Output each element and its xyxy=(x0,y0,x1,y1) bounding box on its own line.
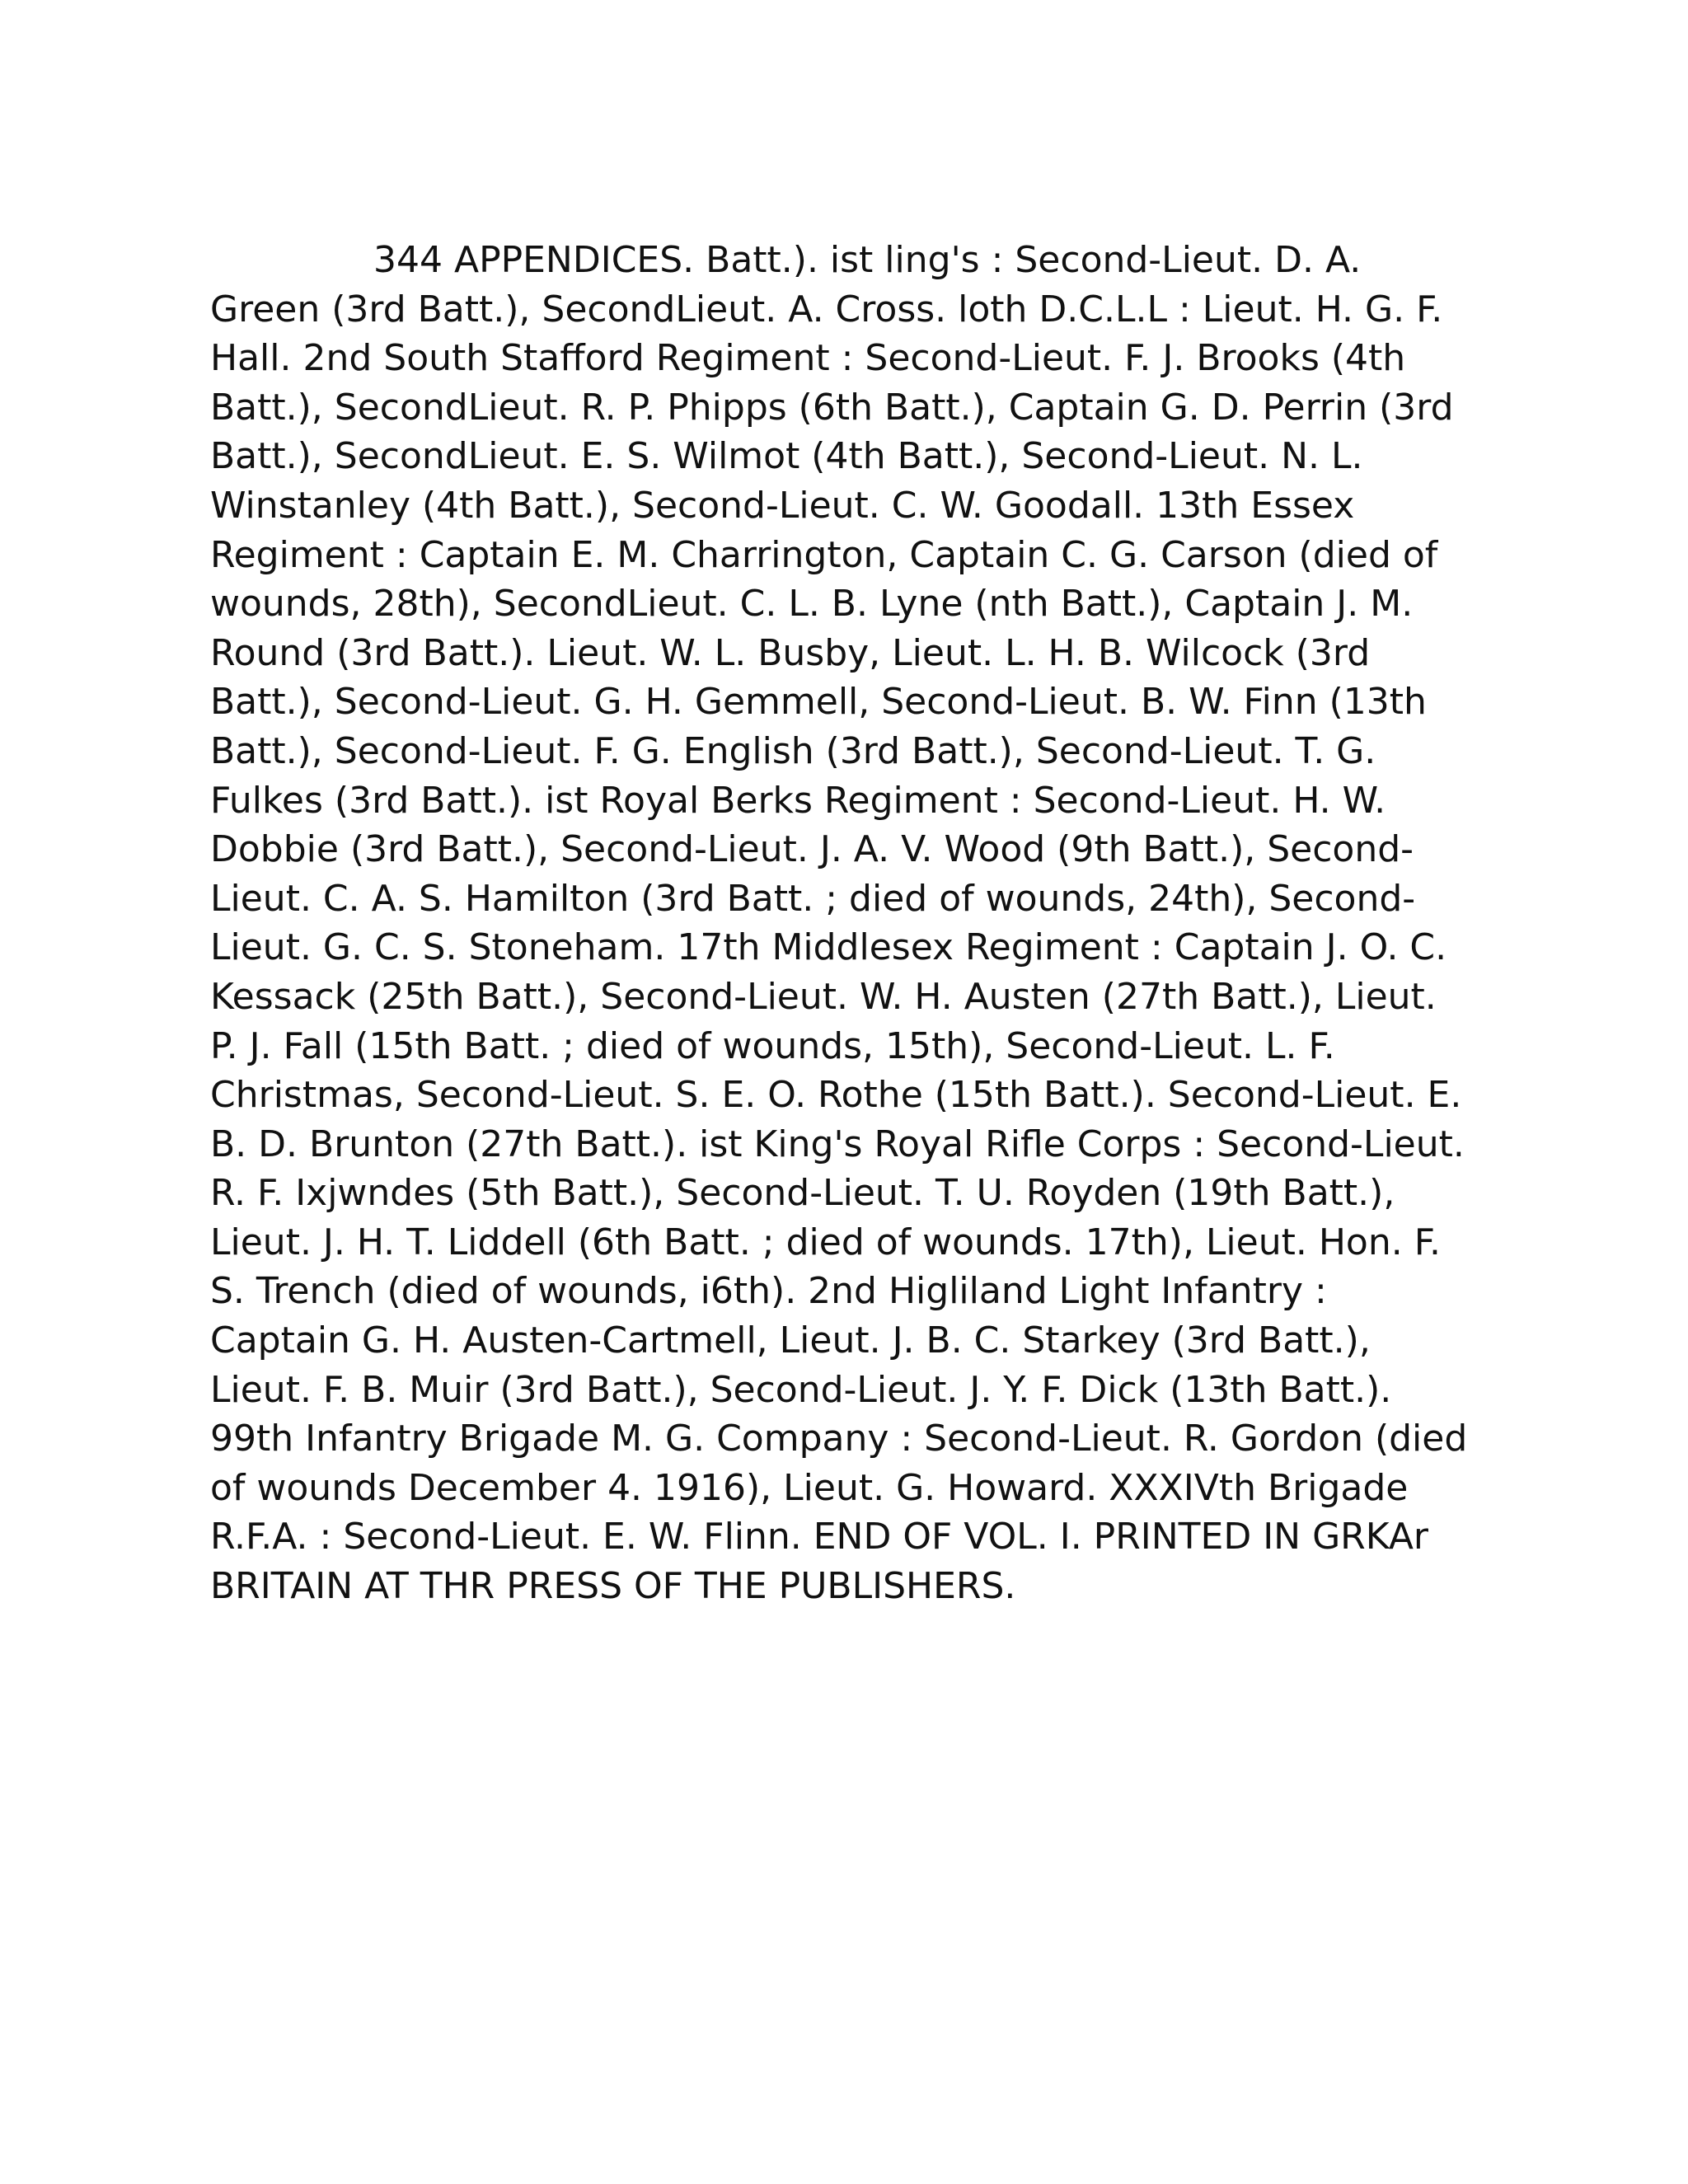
body-text: 344 APPENDICES. Batt.). ist ling's : Second-Lieut. D. A. Green (3rd Batt.), SecondLieut. A. Cross. loth D.C.L.L : Lieut. H. G. F. Hall. 2nd South Stafford Regiment : Second-Lieut. F. J. Brooks (4th Batt.), SecondLieut. R. P. Phipps (6th Batt.), Captain G. D. Perrin (3rd Batt.), SecondLieut. E. S. Wilmot (4th Batt.), Second-Lieut. N. L. Winstanley (4th Batt.), Second-Lieut. C. W. Goodall. 13th Essex Regiment : Captain E. M. Charrington, Captain C. G. Carson (died of wounds, 28th), SecondLieut. C. L. B. Lyne (nth Batt.), Captain J. M. Round (3rd Batt.). Lieut. W. L. Busby, Lieut. L. H. B. Wilcock (3rd Batt.), Second-Lieut. G. H. Gemmell, Second-Lieut. B. W. Finn (13th Batt.), Second-Lieut. F. G. English (3rd Batt.), Second-Lieut. T. G. Fulkes (3rd Batt.). ist Royal Berks Regiment : Second-Lieut. H. W. Dobbie (3rd Batt.), Second-Lieut. J. A. V. Wood (9th Batt.), Second-Lieut. C. A. S. Hamilton (3rd Batt. ; died of wounds, 24th), Second-Lieut. G. C. S. Stoneham. 17th Middlesex Regiment : Captain J. O. C. Kessack (25th Batt.), Second-Lieut. W. H. Austen (27th Batt.), Lieut. P. J. Fall (15th Batt. ; died of wounds, 15th), Second-Lieut. L. F. Christmas, Second-Lieut. S. E. O. Rothe (15th Batt.). Second-Lieut. E. B. D. Brunton (27th Batt.). ist King's Royal Rifle Corps : Second-Lieut. R. F. Ixjwndes (5th Batt.), Second-Lieut. T. U. Royden (19th Batt.), Lieut. J. H. T. Liddell (6th Batt. ; died of wounds. 17th), Lieut. Hon. F. S. Trench (died of wounds, i6th). 2nd Higliland Light Infantry : Captain G. H. Austen-Cartmell, Lieut. J. B. C. Starkey (3rd Batt.), Lieut. F. B. Muir (3rd Batt.), Second-Lieut. J. Y. F. Dick (13th Batt.). 99th Infantry Brigade M. G. Company : Second-Lieut. R. Gordon (died of wounds December 4. 1916), Lieut. G. Howard. XXXIVth Brigade R.F.A. : Second-Lieut. E. W. Flinn. END OF VOL. I. PRINTED IN GRKAr BRITAIN AT THR PRESS OF THE PUBLISHERS. xyxy=(210,239,1468,1608)
